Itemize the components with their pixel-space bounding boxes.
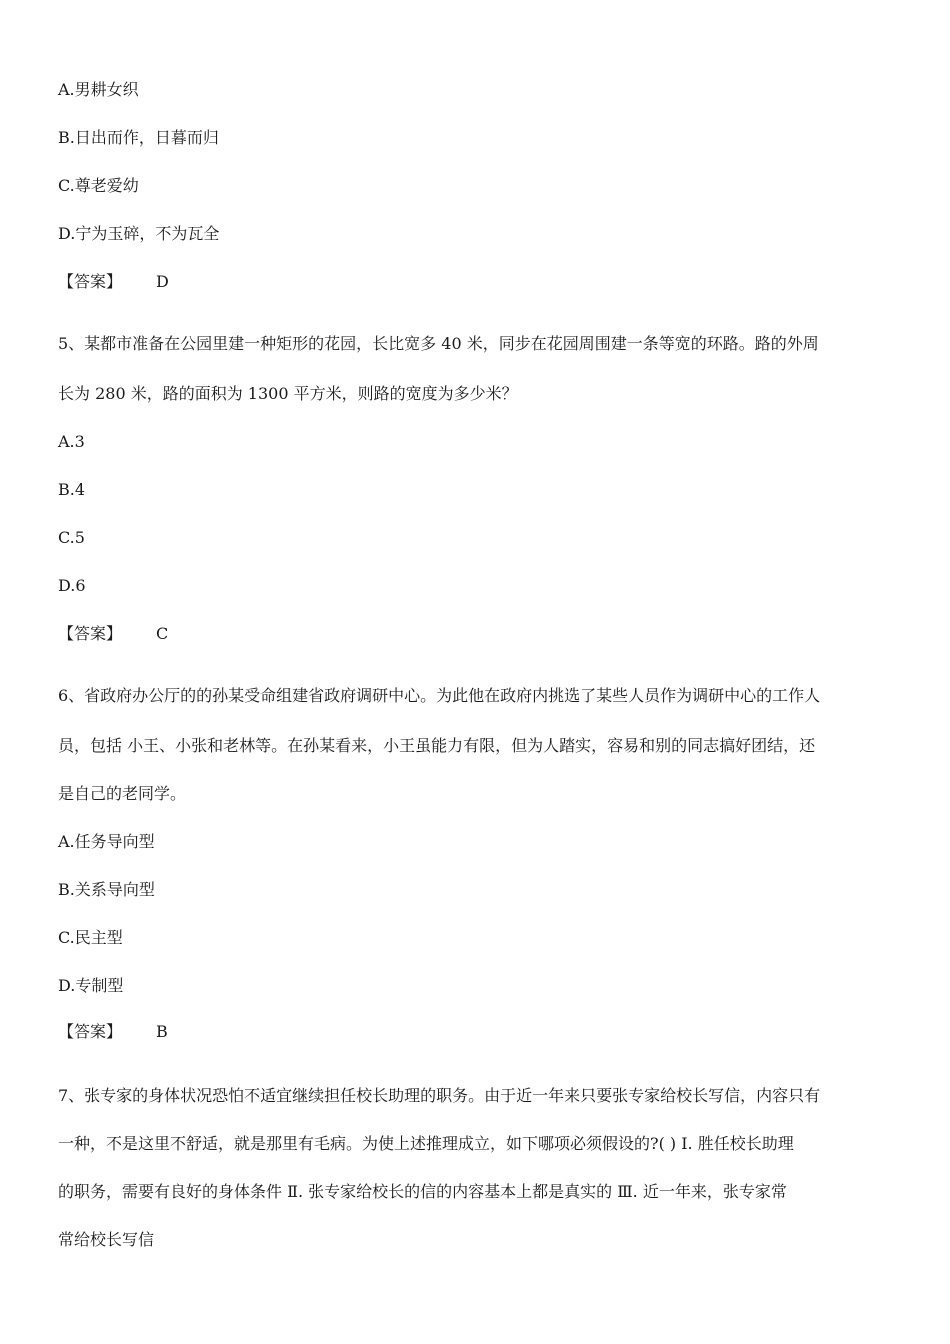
q7-question-line-3: 的职务，需要有良好的身体条件 Ⅱ. 张专家给校长的信的内容基本上都是真实的 Ⅲ. 近一年来，张专家常 bbox=[58, 1182, 787, 1201]
q6-answer bbox=[58, 1022, 168, 1042]
q6-option-a: A.任务导向型 bbox=[58, 832, 155, 851]
q5-question-line-1: 5、某都市准备在公园里建一种矩形的花园，长比宽多 40 米，同步在花园周围建一条等宽的环路。路的外周 bbox=[58, 334, 819, 353]
q5-option-d: D.6 bbox=[58, 576, 86, 595]
q4-option-c: C.尊老爱幼 bbox=[58, 176, 139, 195]
q7-question-line-4: 常给校长写信 bbox=[58, 1230, 155, 1249]
answer-label: 【答案】 bbox=[58, 1022, 123, 1041]
q7-question-line-2: 一种，不是这里不舒适，就是那里有毛病。为使上述推理成立，如下哪项必须假设的?( ) Ⅰ. 胜任校长助理 bbox=[58, 1134, 794, 1153]
q6-question-line-2: 员，包括 小王、小张和老林等。在孙某看来，小王虽能力有限，但为人踏实，容易和别的同志搞好团结，还 bbox=[58, 736, 816, 755]
answer-label: 【答案】 bbox=[58, 624, 123, 643]
q5-answer bbox=[58, 624, 168, 644]
q4-option-d: D.宁为玉碎，不为瓦全 bbox=[58, 224, 220, 243]
q5-option-c: C.5 bbox=[58, 528, 85, 547]
answer-value: B bbox=[156, 1022, 168, 1041]
q6-question-line-1: 6、省政府办公厅的的孙某受命组建省政府调研中心。为此他在政府内挑选了某些人员作为调研中心的工作人 bbox=[58, 686, 821, 705]
q6-question-line-3: 是自己的老同学。 bbox=[58, 784, 187, 803]
q7-question-line-1: 7、张专家的身体状况恐怕不适宜继续担任校长助理的职务。由于近一年来只要张专家给校长写信，内容只有 bbox=[58, 1086, 821, 1105]
q4-option-a: A.男耕女织 bbox=[58, 80, 139, 99]
answer-value: D bbox=[156, 272, 169, 291]
answer-label: 【答案】 bbox=[58, 272, 123, 291]
q5-question-line-2: 长为 280 米，路的面积为 1300 平方米，则路的宽度为多少米？ bbox=[58, 384, 518, 403]
q6-option-d: D.专制型 bbox=[58, 976, 124, 995]
q4-option-b: B.日出而作，日暮而归 bbox=[58, 128, 219, 147]
q6-option-c: C.民主型 bbox=[58, 928, 123, 947]
answer-value: C bbox=[156, 624, 169, 643]
q4-answer bbox=[58, 272, 169, 292]
q5-option-a: A.3 bbox=[58, 432, 85, 451]
q6-option-b: B.关系导向型 bbox=[58, 880, 155, 899]
q5-option-b: B.4 bbox=[58, 480, 86, 499]
